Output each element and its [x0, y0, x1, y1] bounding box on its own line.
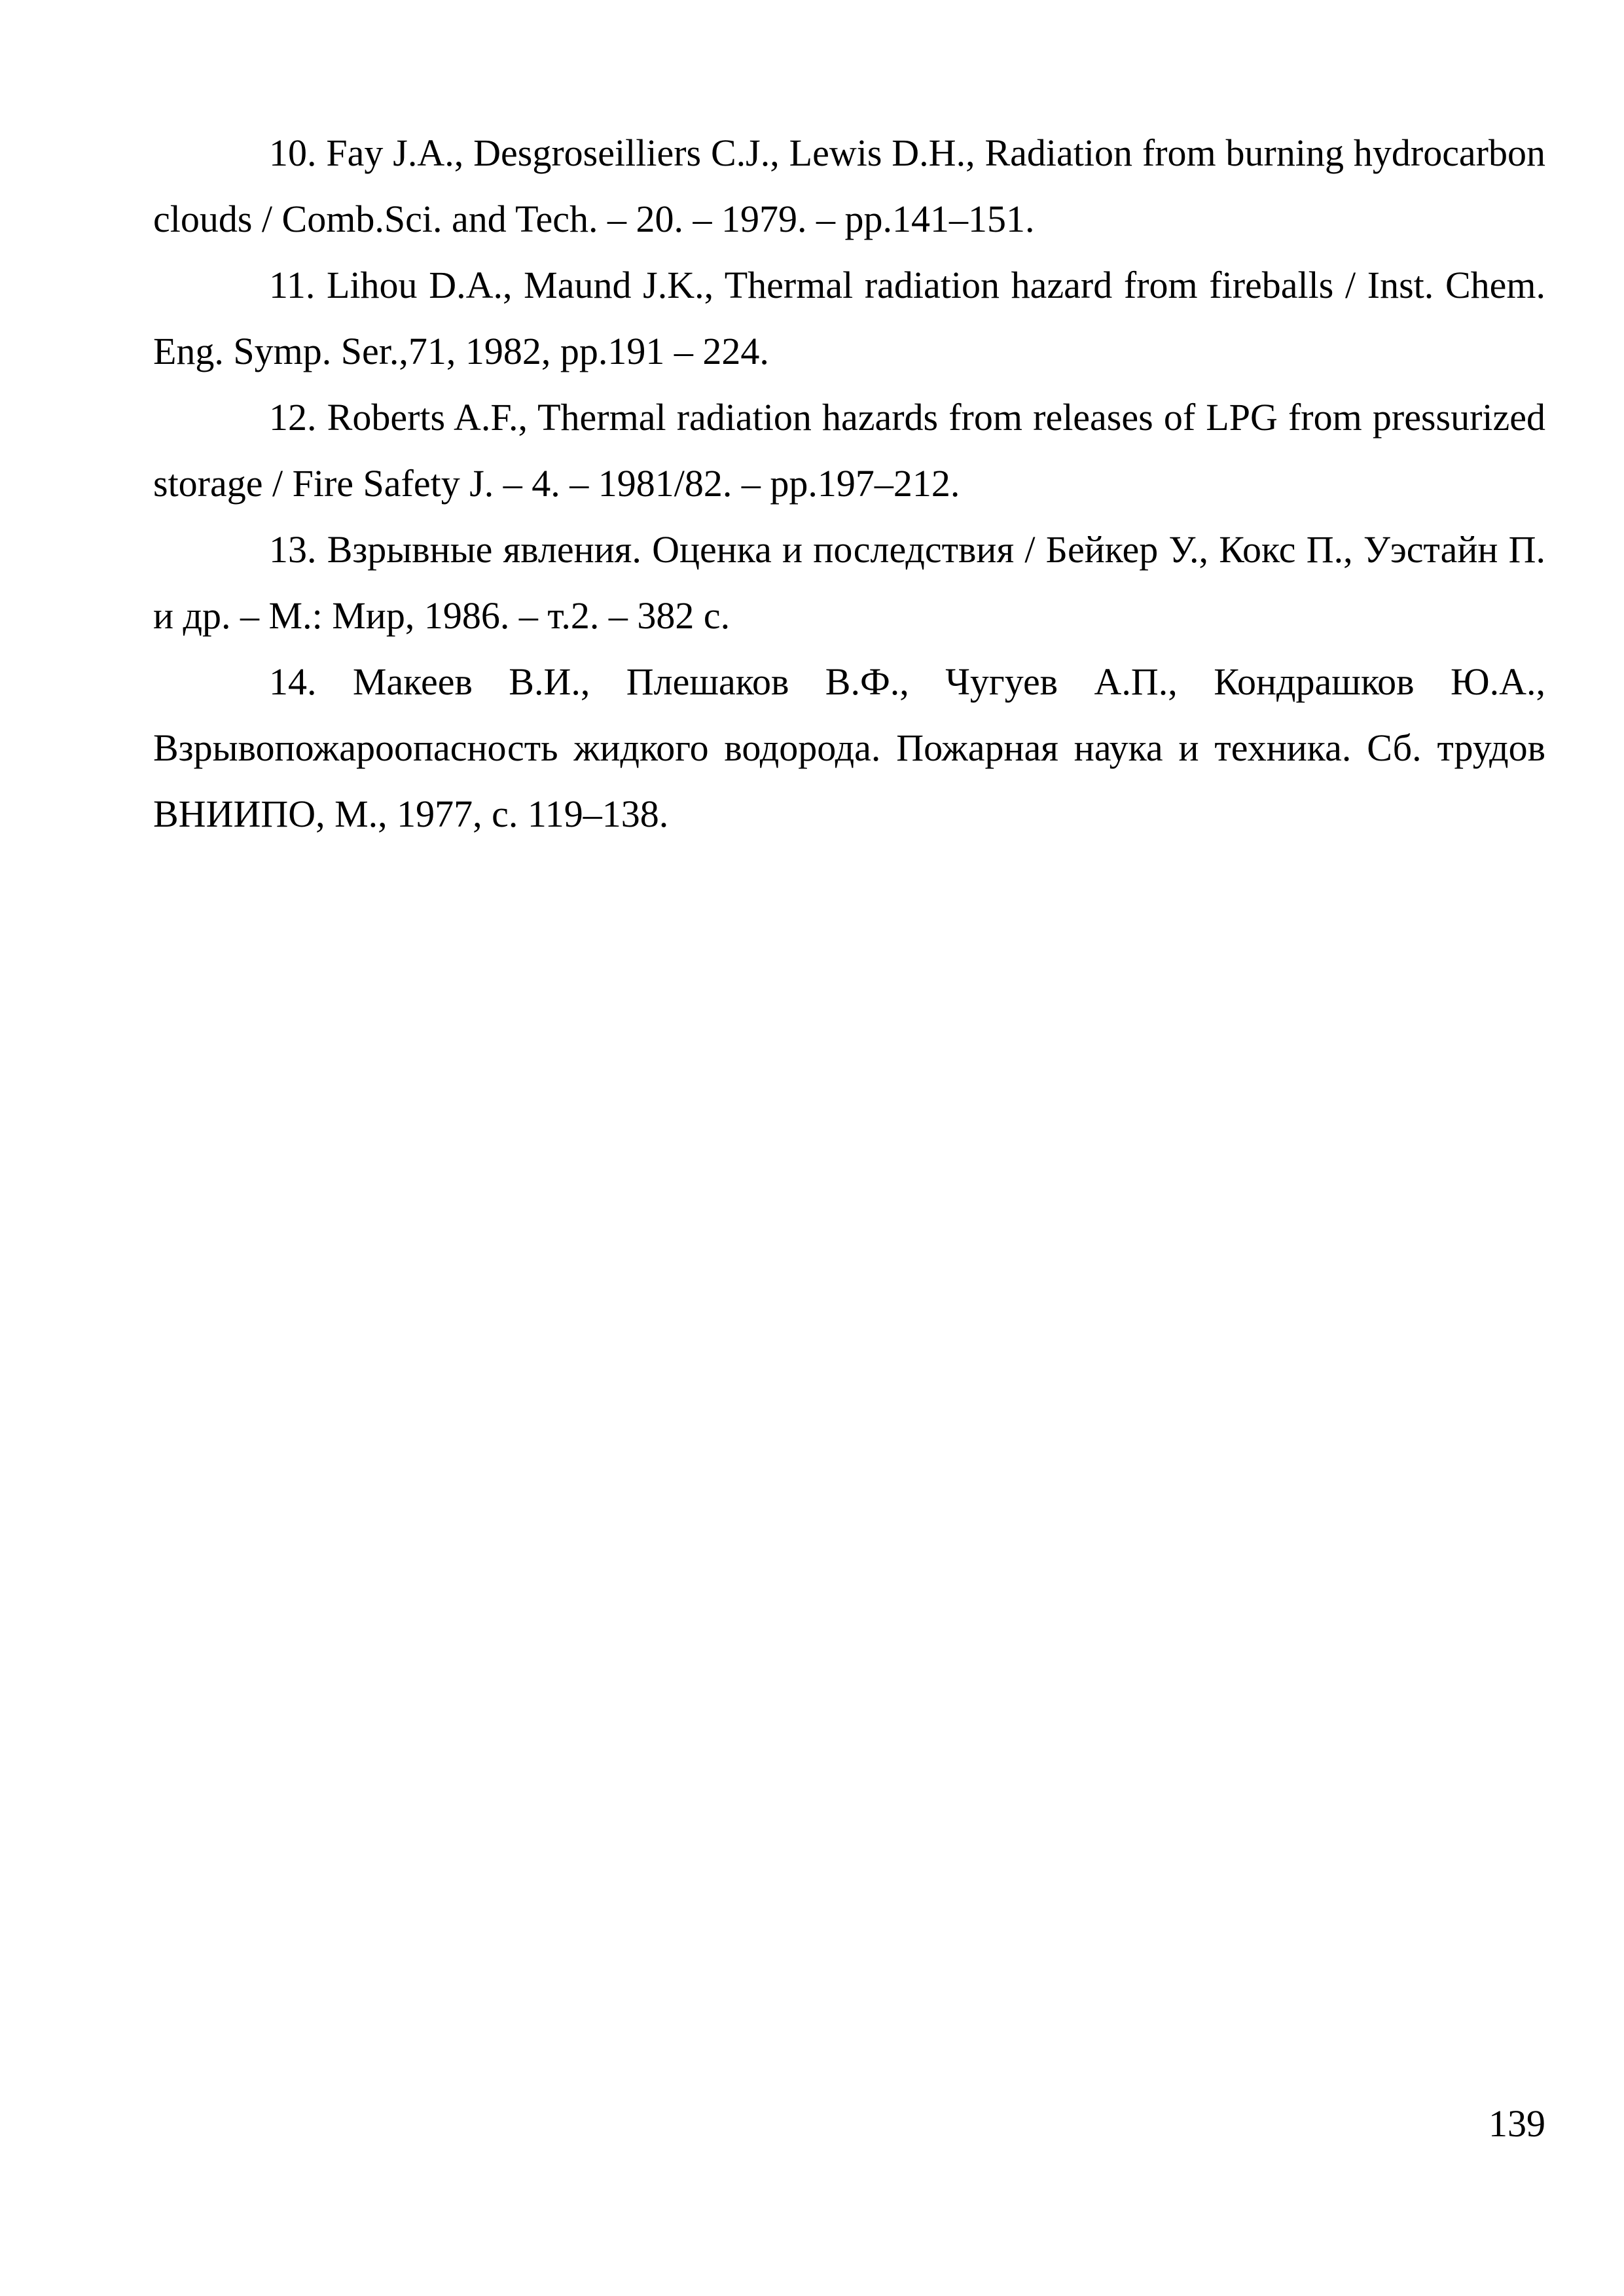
page-number: 139 — [1489, 2102, 1545, 2145]
reference-item-14: 14. Макеев В.И., Плешаков В.Ф., Чугуев А.П., Кондрашков Ю.А., Взрывопожароопасность жидкого водорода. Пожарная наука и техника. Сб. трудов ВНИИПО, М., 1977, с. 119–138. — [153, 660, 1545, 835]
reference-item-10: 10. Fay J.A., Desgroseilliers C.J., Lewis D.H., Radiation from burning hydrocarbon clouds / Comb.Sci. and Tech. – 20. – 1979. – pp.141–151. — [153, 132, 1545, 240]
reference-item-11: 11. Lihou D.A., Maund J.K., Thermal radiation hazard from fireballs / Inst. Chem. Eng. Symp. Ser.,71, 1982, pp.191 – 224. — [153, 264, 1545, 372]
reference-item-13: 13. Взрывные явления. Оценка и последствия / Бейкер У., Кокс П., Уэстайн П. и др. – М.: Мир, 1986. – т.2. – 382 с. — [153, 528, 1545, 637]
reference-item-12: 12. Roberts A.F., Thermal radiation hazards from releases of LPG from pressurized storage / Fire Safety J. – 4. – 1981/82. – pp.197–212. — [153, 396, 1545, 505]
reference-list — [153, 120, 1545, 847]
